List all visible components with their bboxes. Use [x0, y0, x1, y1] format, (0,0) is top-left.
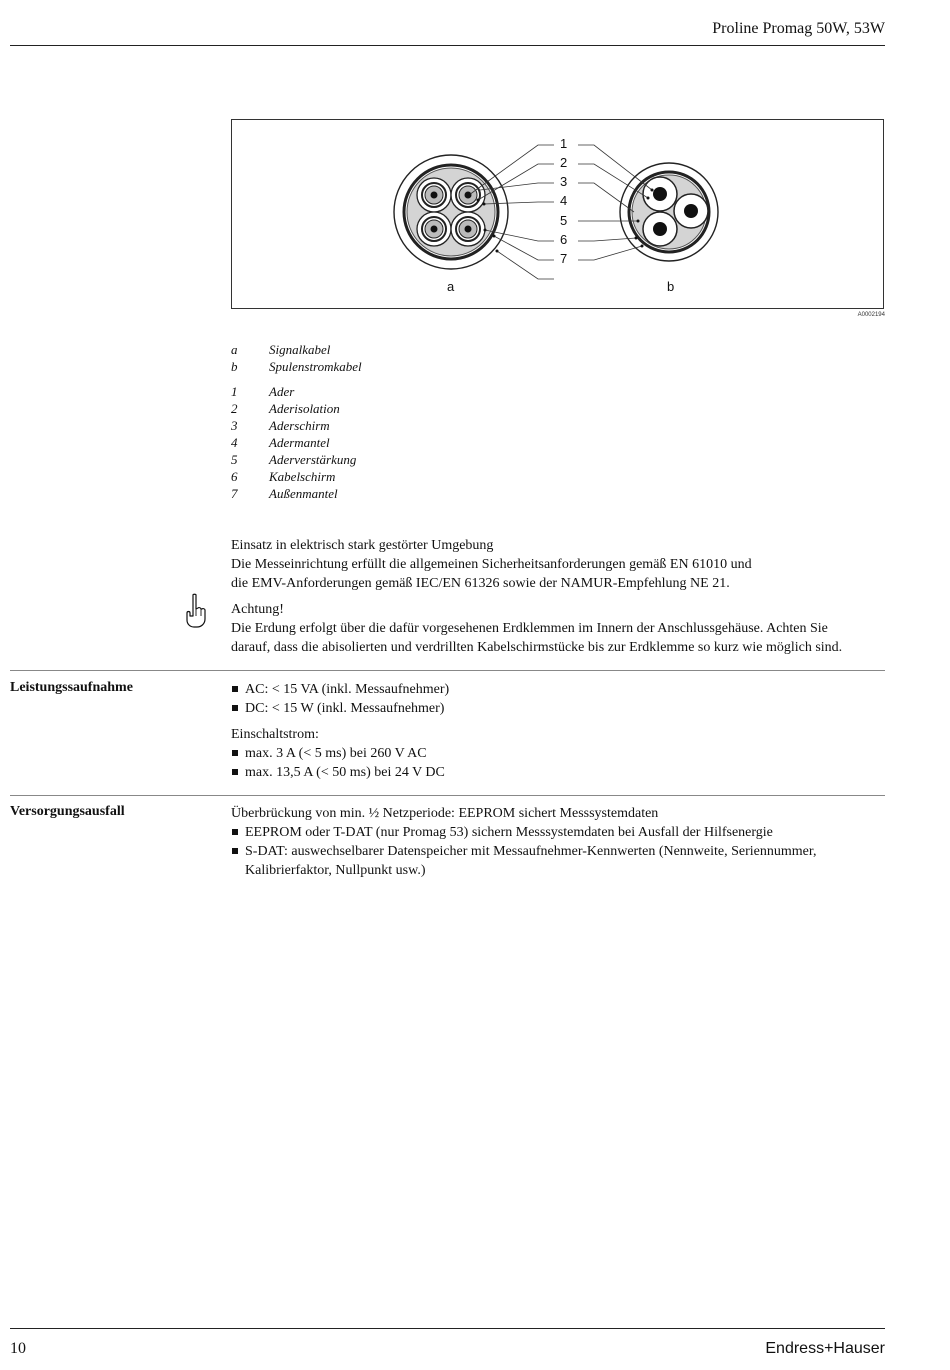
list-item: AC: < 15 VA (inkl. Messaufnehmer) — [231, 680, 881, 699]
header-rule — [10, 45, 885, 46]
emv-paragraph — [231, 536, 886, 593]
section-label-power: Leistungssaufnahme — [10, 680, 133, 695]
caution-note — [231, 600, 886, 657]
emv-heading: Einsatz in elektrisch stark gestörter Umgebung — [231, 538, 494, 553]
list-item: max. 3 A (< 5 ms) bei 260 V AC — [231, 744, 881, 763]
legend-row: 3 Aderschirm — [231, 418, 330, 433]
legend-row: 1 Ader — [231, 384, 295, 399]
coil-cable-cross-section — [620, 163, 718, 261]
callout-5: 5 — [560, 213, 568, 228]
legend-row: 6 Kabelschirm — [231, 469, 336, 484]
callout-2: 2 — [560, 155, 568, 170]
figure-label-b: b — [667, 279, 675, 294]
callout-3: 3 — [560, 174, 568, 189]
emv-text-line: Die Messeinrichtung erfüllt die allgemeinen Sicherheitsanforderungen gemäß EN 61010 und — [231, 557, 752, 572]
list-item: S-DAT: auswechselbarer Datenspeicher mit Messaufnehmer-Kennwerten (Nennweite, Seriennummer, Kalibrierfaktor, Nullpunkt usw.) — [231, 842, 881, 880]
caution-text-line: Die Erdung erfolgt über die dafür vorgesehenen Erdklemmen im Innern der Anschlussgehäuse. Achten Sie — [231, 621, 828, 636]
brand-name: Endress+Hauser — [765, 1340, 885, 1357]
legend-row: 4 Adermantel — [231, 435, 330, 450]
failure-list — [231, 804, 881, 880]
callout-6: 6 — [560, 232, 568, 247]
figure-label-a: a — [447, 279, 455, 294]
section-label-failure: Versorgungsausfall — [10, 804, 125, 819]
list-item: max. 13,5 A (< 50 ms) bei 24 V DC — [231, 763, 881, 782]
power-list — [231, 680, 881, 718]
legend-row: 2 Aderisolation — [231, 401, 340, 416]
list-item: DC: < 15 W (inkl. Messaufnehmer) — [231, 699, 881, 718]
legend-row: 5 Aderverstärkung — [231, 452, 357, 467]
legend-row: 7 Außenmantel — [231, 486, 338, 501]
emv-text-line: die EMV-Anforderungen gemäß IEC/EN 61326 sowie der NAMUR-Empfehlung NE 21. — [231, 576, 730, 591]
cable-cross-section-figure — [231, 119, 884, 309]
section-rule — [10, 795, 885, 796]
figure-id: A0002194 — [857, 312, 885, 318]
callout-4: 4 — [560, 193, 568, 208]
page-number: 10 — [10, 1340, 26, 1357]
legend-letters — [231, 341, 362, 375]
inrush-label: Einschaltstrom: — [231, 727, 319, 742]
failure-intro: Überbrückung von min. ½ Netzperiode: EEPROM sichert Messsystemdaten — [231, 806, 659, 821]
legend-numbers — [231, 383, 356, 502]
document-title: Proline Promag 50W, 53W — [712, 20, 885, 37]
caution-text-line: darauf, dass die abisolierten und verdrillten Kabelschirmstücke bis zur Erdklemme so kurz wie möglich sind. — [231, 640, 843, 655]
callout-7: 7 — [560, 251, 568, 266]
signal-cable-cross-section — [394, 155, 508, 269]
callout-1: 1 — [560, 136, 568, 151]
list-item: EEPROM oder T-DAT (nur Promag 53) sichern Messsystemdaten bei Ausfall der Hilfsenergie — [231, 823, 881, 842]
section-rule — [10, 670, 885, 671]
footer-rule — [10, 1328, 885, 1329]
legend-row: b Spulenstromkabel — [231, 359, 362, 374]
inrush-block — [231, 725, 881, 782]
legend-row: a Signalkabel — [231, 342, 331, 357]
cable-diagram — [232, 120, 885, 310]
caution-title: Achtung! — [231, 602, 284, 617]
pointing-hand-icon — [183, 593, 207, 634]
